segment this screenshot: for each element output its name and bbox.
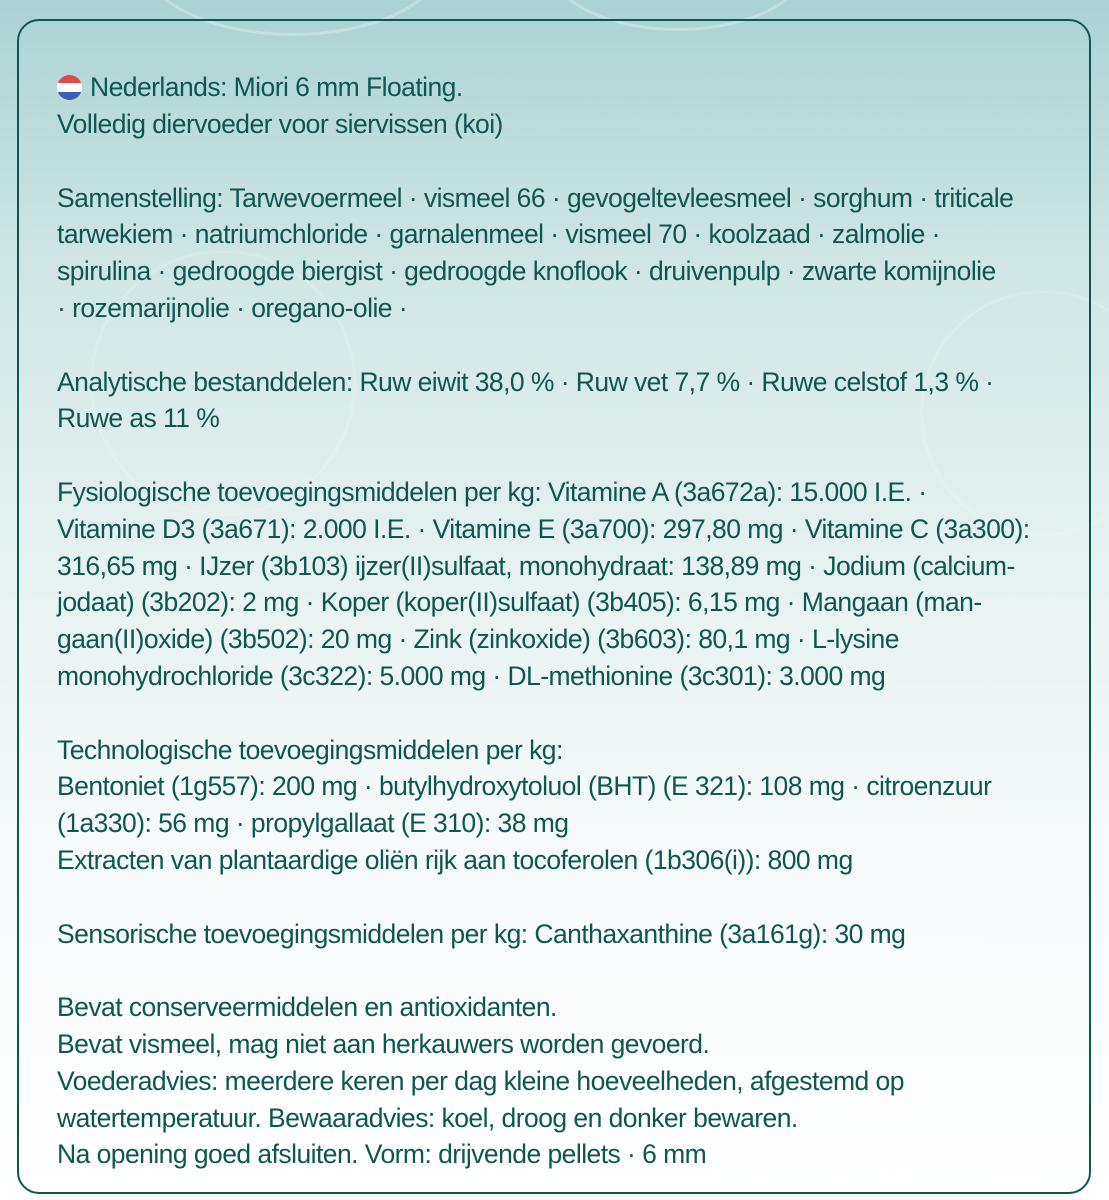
physiological-line: 316,65 mg · IJzer (3b103) ijzer(II)sulfaat, monohydraat: 138,89 mg · Jodium (calcium-: [57, 550, 1015, 581]
technological-line: (1a330): 56 mg · propylgallaat (E 310): 38 mg: [57, 808, 569, 839]
analytical-line: Ruwe as 11 %: [57, 403, 220, 434]
flag-stripe-red: [57, 75, 82, 83]
product-title: Nederlands: Miori 6 mm Floating.: [90, 72, 463, 103]
notes-line: Na opening goed afsluiten. Vorm: drijvende pellets · 6 mm: [57, 1139, 707, 1170]
technological-line: Technologische toevoegingsmiddelen per kg:: [57, 734, 563, 765]
physiological-line: jodaat) (3b202): 2 mg · Koper (koper(II)sulfaat) (3b405): 6,15 mg · Mangaan (man-: [57, 587, 982, 618]
composition-line: · rozemarijnolie · oregano-olie ·: [57, 292, 408, 323]
section-spacer: [57, 879, 1059, 916]
section-spacer: [57, 695, 1059, 732]
composition-line: tarwekiem · natriumchloride · garnalenmeel · vismeel 70 · koolzaad · zalmolie ·: [57, 219, 940, 250]
physiological-line: Fysiologische toevoegingsmiddelen per kg: Vitamine A (3a672a): 15.000 I.E. ·: [57, 476, 927, 507]
composition-line: spirulina · gedroogde biergist · gedroogde knoflook · druivenpulp · zwarte komijnolie: [57, 256, 996, 287]
analytical-section: [57, 364, 1059, 438]
notes-line: Voederadvies: meerdere keren per dag kleine hoeveelheden, afgestemd op: [57, 1065, 904, 1096]
flag-stripe-white: [57, 83, 82, 91]
product-subtitle: Volledig diervoeder voor siervissen (koi): [57, 109, 503, 139]
flag-stripe-blue: [57, 92, 82, 100]
physiological-line: gaan(II)oxide) (3b502): 20 mg · Zink (zinkoxide) (3b603): 80,1 mg · L-lysine: [57, 624, 899, 655]
physiological-line: Vitamine D3 (3a671): 2.000 I.E. · Vitamine E (3a700): 297,80 mg · Vitamine C (3a300):: [57, 513, 1030, 544]
technological-line: Bentoniet (1g557): 200 mg · butylhydroxytoluol (BHT) (E 321): 108 mg · citroenzuur: [57, 771, 992, 802]
technological-line: Extracten van plantaardige oliën rijk aan tocoferolen (1b306(i)): 800 mg: [57, 844, 853, 875]
section-spacer: [57, 952, 1059, 989]
analytical-line: Analytische bestanddelen: Ruw eiwit 38,0 % · Ruw vet 7,7 % · Ruwe celstof 1,3 % ·: [57, 366, 994, 397]
sensory-section: [57, 916, 1059, 953]
heading-line: [57, 69, 1059, 106]
section-spacer: [57, 437, 1059, 474]
notes-line: Bevat vismeel, mag niet aan herkauwers worden gevoerd.: [57, 1028, 710, 1059]
composition-section: [57, 180, 1059, 327]
sensory-line: Sensorische toevoegingsmiddelen per kg: Canthaxanthine (3a161g): 30 mg: [57, 918, 906, 949]
product-label-card: [17, 19, 1091, 1194]
physiological-section: [57, 474, 1059, 695]
technological-section: [57, 732, 1059, 879]
section-spacer: [57, 327, 1059, 364]
section-spacer: [57, 143, 1059, 180]
netherlands-flag-icon: [57, 75, 82, 100]
notes-section: [57, 989, 1059, 1173]
notes-line: Bevat conserveermiddelen en antioxidanten.: [57, 992, 557, 1023]
notes-line: watertemperatuur. Bewaaradvies: koel, droog en donker bewaren.: [57, 1102, 798, 1133]
physiological-line: monohydrochloride (3c322): 5.000 mg · DL-methionine (3c301): 3.000 mg: [57, 660, 886, 691]
composition-line: Samenstelling: Tarwevoermeel · vismeel 66 · gevogeltevleesmeel · sorghum · triticale: [57, 182, 1014, 213]
